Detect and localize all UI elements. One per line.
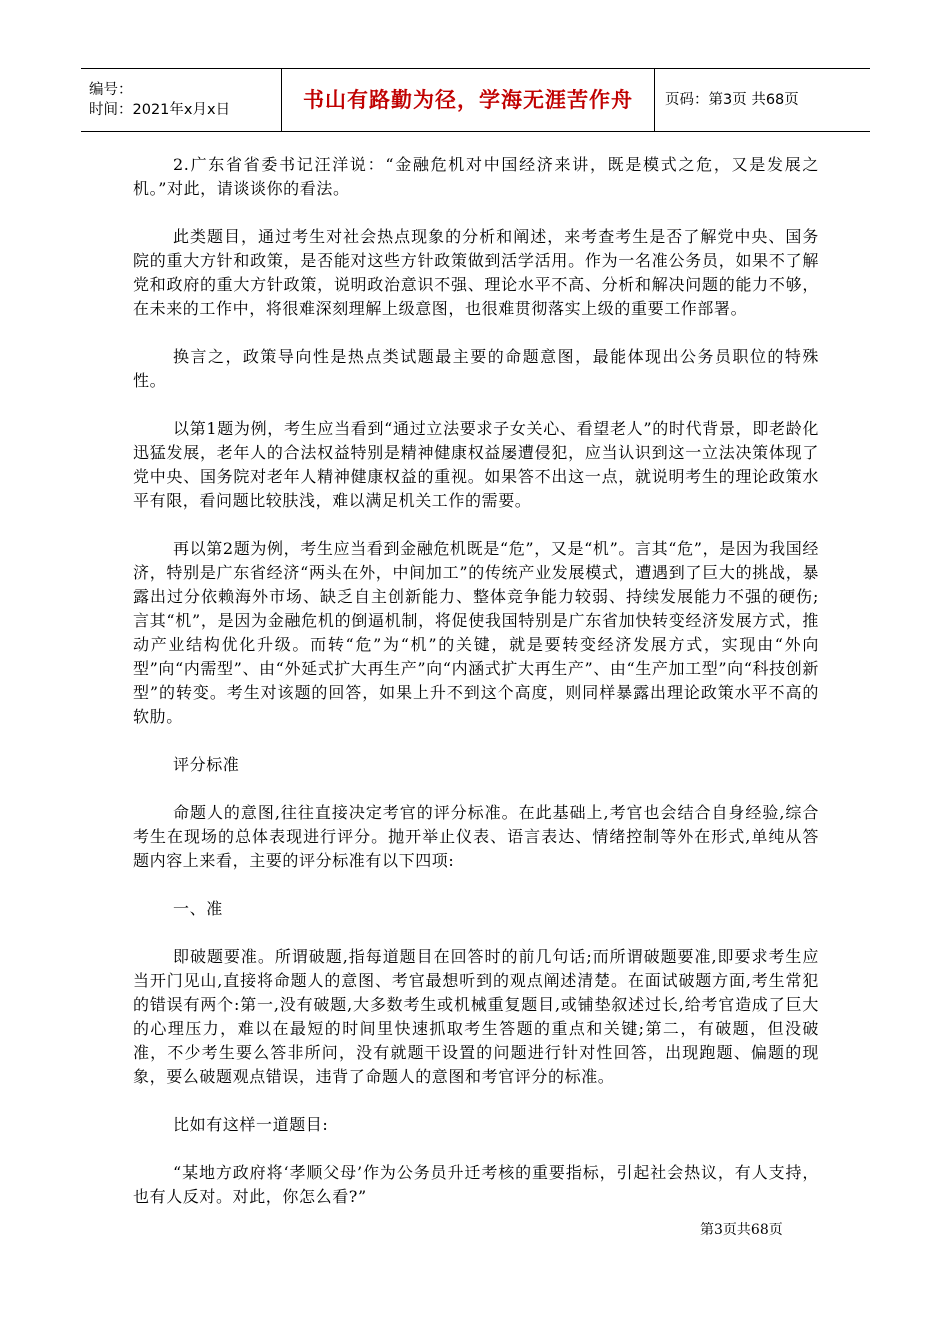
paragraph: 换言之，政策导向性是热点类试题最主要的命题意图，最能体现出公务员职位的特殊性。 [133,347,819,390]
paragraph: 比如有这样一道题目: [173,1115,329,1134]
page-header [81,68,870,132]
paragraph: 此类题目，通过考生对社会热点现象的分析和阐述，来考查考生是否了解党中央、国务院的重大方针和政策，是否能对这些方针政策做到活学活用。作为一名准公务员，如果不了解党和政府的重大方针政策，说明政治意识不强、理论水平不高、分析和解决问题的能力不够，在未来的工作中，将很难深刻理解上级意图，也很难贯彻落实上级的重要工作部署。 [133,227,819,318]
document-body [133,153,819,1233]
paragraph: 以第1题为例，考生应当看到“通过立法要求子女关心、看望老人”的时代背景，即老龄化迅猛发展，老年人的合法权益特别是精神健康权益屡遭侵犯，应当认识到这一立法决策体现了党中央、国务院对老年人精神健康权益的重视。如果答不出这一点，就说明考生的理论政策水平有限，看问题比较肤浅，难以满足机关工作的需要。 [133,419,819,510]
header-left [81,69,281,131]
paragraph: 即破题要准。所谓破题,指每道题目在回答时的前几句话;而所谓破题要准,即要求考生应当开门见山,直接将命题人的意图、考官最想听到的观点阐述清楚。在面试破题方面,考生常犯的错误有两个:第一,没有破题,大多数考生或机械重复题目,或铺垫叙述过长,给考官造成了巨大的心理压力，难以在最短的时间里快速抓取考生答题的重点和关键;第二，有破题，但没破准，不少考生要么答非所问，没有就题干设置的问题进行针对性回答，出现跑题、偏题的现象，要么破题观点错误，违背了命题人的意图和考官评分的标准。 [133,947,819,1086]
section-heading: 一、准 [173,899,223,918]
paragraph: 命题人的意图,往往直接决定考官的评分标准。在此基础上,考官也会结合自身经验,综合考生在现场的总体表现进行评分。抛开举止仪表、语言表达、情绪控制等外在形式,单纯从答题内容上来看，主要的评分标准有以下四项: [133,803,819,870]
page-footer: 第3页共68页 [700,1222,783,1238]
header-motto: 书山有路勤为径，学海无涯苦作舟 [281,69,655,131]
document-date: 时间：2021年x月x日 [89,102,231,118]
header-page-info: 页码：第3页 共68页 [665,92,799,108]
paragraph: 再以第2题为例，考生应当看到金融危机既是“危”，又是“机”。言其“危”，是因为我国经济，特别是广东省经济“两头在外，中间加工”的传统产业发展模式，遭遇到了巨大的挑战，暴露出过分依赖海外市场、缺乏自主创新能力、整体竞争能力较弱、持续发展能力不强的硬伤;言其“机”，是因为金融危机的倒逼机制，将促使我国特别是广东省加快转变经济发展方式，推动产业结构优化升级。而转“危”为“机”的关键，就是要转变经济发展方式，实现由“外向型”向“内需型”、由“外延式扩大再生产”向“内涵式扩大再生产”、由“生产加工型”向“科技创新型”的转变。考生对该题的回答，如果上升不到这个高度，则同样暴露出理论政策水平不高的软肋。 [133,539,819,726]
paragraph: 2.广东省省委书记汪洋说：“金融危机对中国经济来讲，既是模式之危，又是发展之机。”对此，请谈谈你的看法。 [133,155,819,198]
section-heading: 评分标准 [173,755,240,774]
document-number-label: 编号： [89,82,133,98]
quoted-question: “某地方政府将‘孝顺父母’作为公务员升迁考核的重要指标，引起社会热议，有人支持，也有人反对。对此，你怎么看?” [133,1163,819,1206]
